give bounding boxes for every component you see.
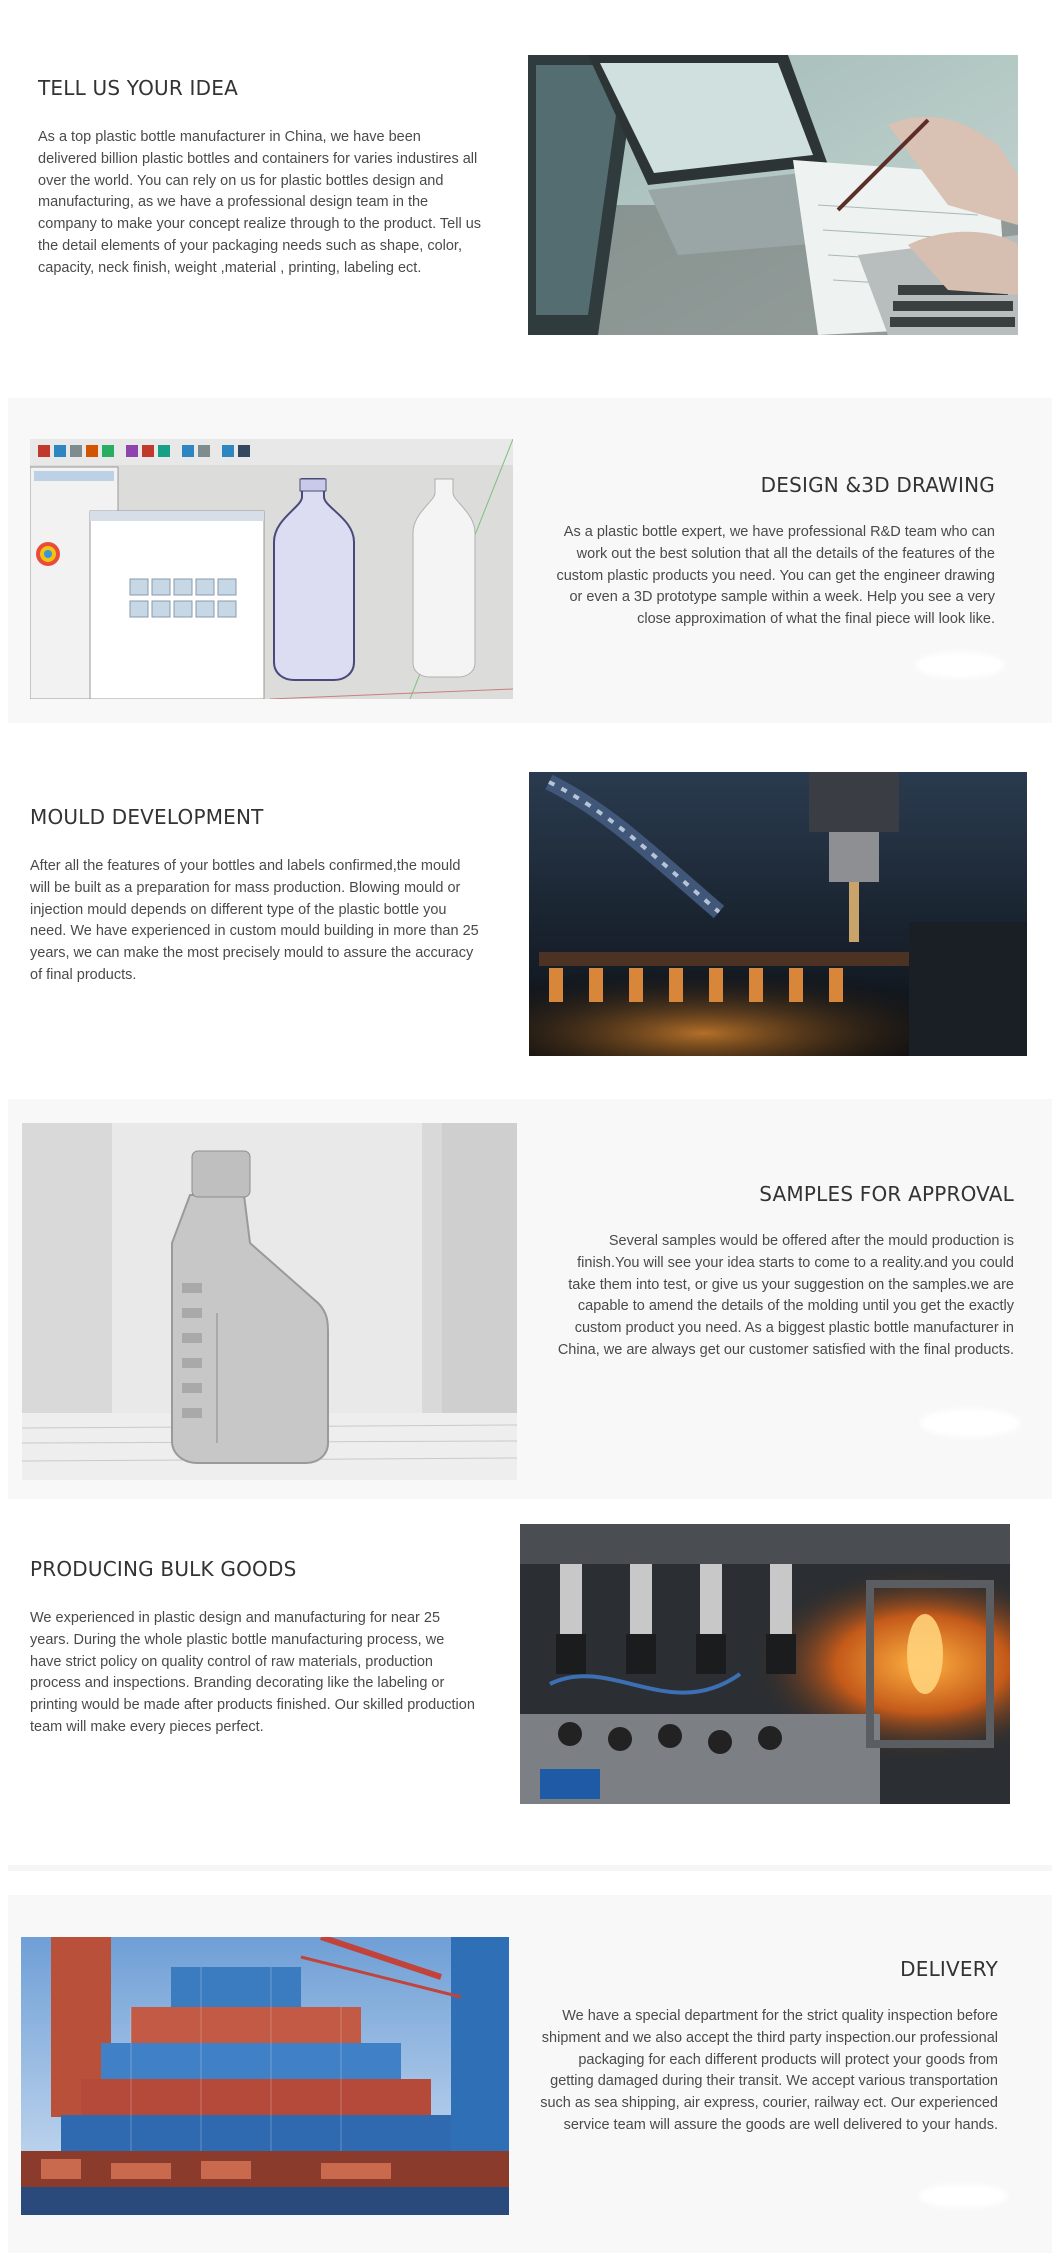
blow-moulding-machine-photo — [520, 1524, 1010, 1804]
section-title: DELIVERY — [900, 1957, 998, 1981]
section-title: MOULD DEVELOPMENT — [30, 805, 264, 829]
section-title: TELL US YOUR IDEA — [38, 76, 238, 100]
sample-bottle-render — [22, 1123, 517, 1480]
shipping-containers-photo — [21, 1937, 509, 2215]
section-description: We have a special department for the strict quality inspection before shipment and we also accept the third party inspection.our professional packaging for each different products will protect your goods from getting damaged during their transit. We accept various transportation such as sea shipping, air express, courier, railway ect. Our experienced service team will assure the goods are well delivered to your hands. — [540, 2008, 998, 2133]
section-description: After all the features of your bottles and labels confirmed,the mould will be built as a preparation for mass production. Blowing mould or injection mould depends on different type of the plastic bottle you need. We have experienced in custom mould building in more than 25 years, we can make the most precisely mould to assure the accuracy of final products. — [30, 858, 479, 983]
section-description: Several samples would be offered after the mould production is finish.You will see your idea starts to come to a reality.and you could take them into test, or give us your suggestion on the samples.we are capable to amend the details of the molding until you get the exactly custom product you need. As a biggest plastic bottle manufacturer in China, we are always get our customer satisfied with the final products. — [557, 1233, 1014, 1358]
section-divider — [8, 1865, 1052, 1871]
decorative-blur — [920, 1409, 1020, 1437]
decorative-blur — [915, 652, 1005, 678]
section-description: As a plastic bottle expert, we have professional R&D team who can work out the best solution that all the details of the features of the custom plastic products you need. You can get the engineer drawing or even a 3D prototype sample within a week. Help you see a very close approximation of what the final piece will look like. — [556, 524, 995, 628]
section-description: We experienced in plastic design and manufacturing for near 25 years. During the whole plastic bottle manufacturing process, we have strict policy on quality control of raw materials, production process and inspections. Branding decorating like the labeling or printing would be made after products finished. Our skilled production team will make every pieces perfect. — [30, 1610, 475, 1735]
section-title: DESIGN &3D DRAWING — [760, 473, 995, 497]
section-title: PRODUCING BULK GOODS — [30, 1557, 297, 1581]
decorative-blur — [918, 2184, 1008, 2208]
mould-drilling-photo — [529, 772, 1027, 1056]
section-description: As a top plastic bottle manufacturer in China, we have been delivered billion plastic bottles and containers for varies industires all over the world. You can rely on us for plastic bottles design and manufacturing, as we have a professional design team in the company to make your concept realize through to the product. Tell us the detail elements of your packaging needs such as shape, color, capacity, neck finish, weight ,material , printing, labeling ect. — [38, 129, 482, 276]
laptop-sketching-photo — [528, 55, 1018, 335]
section-title: SAMPLES FOR APPROVAL — [759, 1182, 1014, 1206]
3d-bottle-cad-screenshot — [30, 439, 513, 699]
